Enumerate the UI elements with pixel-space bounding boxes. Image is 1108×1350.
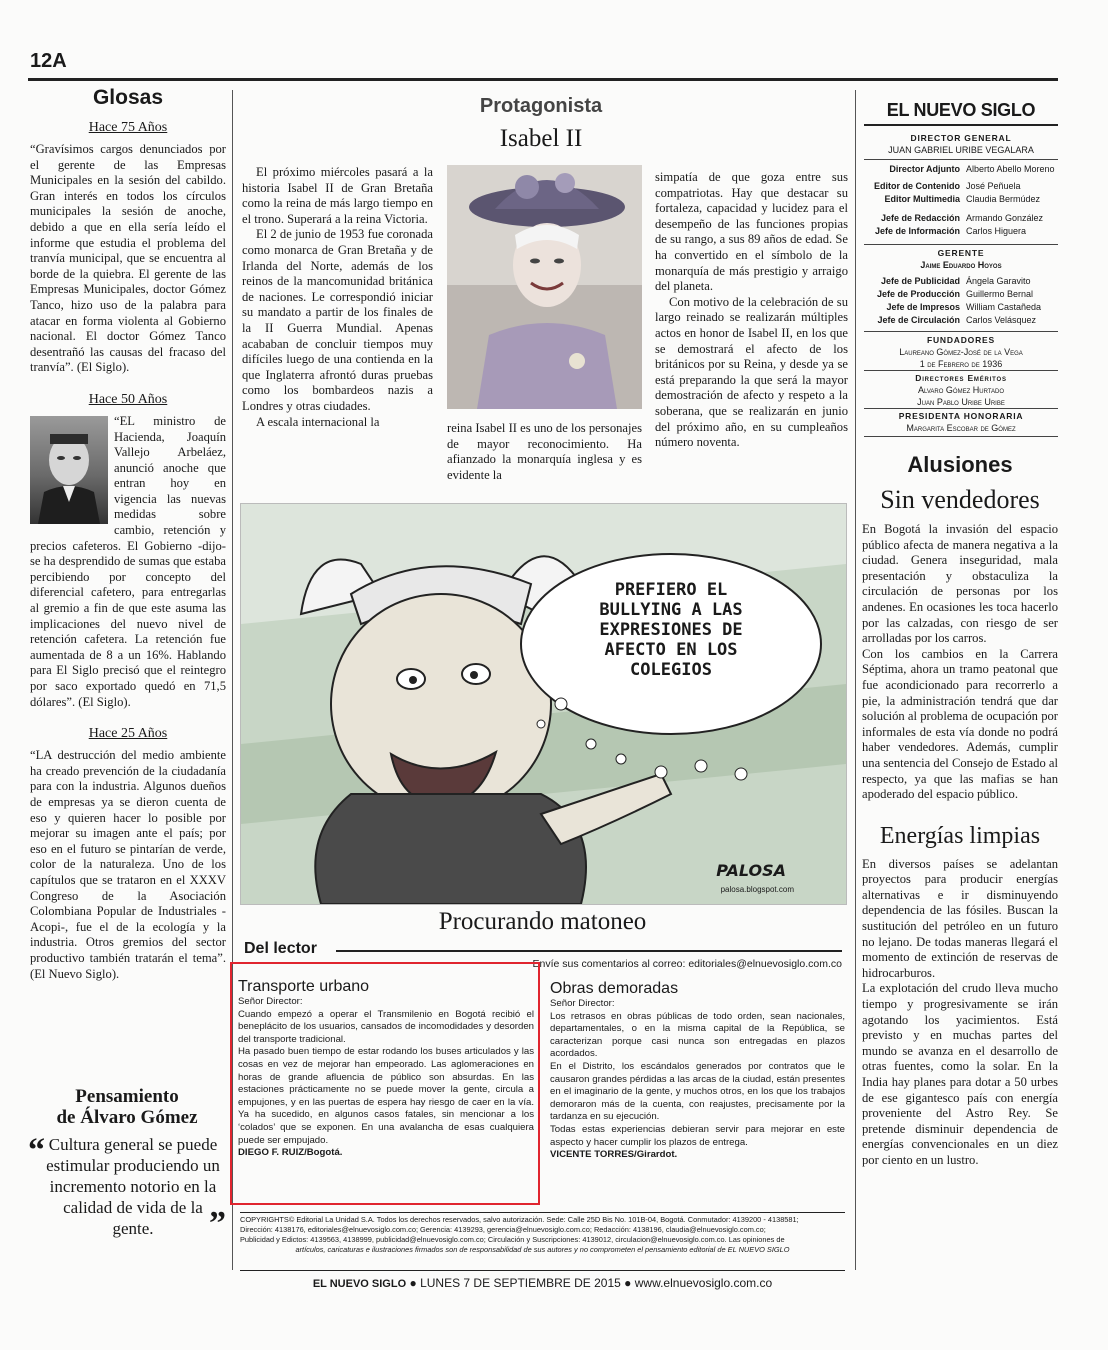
masthead-row: Editor Multimedia Claudia Bermúdez — [884, 194, 1041, 204]
protagonista-p1: El próximo miércoles pasará a la historia Isabel II de Gran Bretaña como la reina de más largo tiempo en el trono. Superará a la reina Victoria. — [242, 165, 433, 226]
protagonista-p3: A escala internacional la — [256, 414, 380, 429]
masthead-row: Editor de Contenido José Peñuela — [874, 181, 1021, 191]
letter-obras — [550, 980, 845, 1162]
masthead-row: Jefe de Impresos William Castañeda — [886, 302, 1042, 312]
cartoon-illustration — [241, 504, 846, 904]
cartoon — [240, 503, 847, 905]
letter-obras-signature: VICENTE TORRES/Girardot. — [550, 1149, 678, 1161]
copyright-rule — [240, 1212, 845, 1213]
pensamiento-box — [26, 1086, 228, 1242]
masthead-gerente-name: Jaime Eduardo Hoyos — [920, 260, 1002, 270]
copyright-line-4: artículos, caricaturas e ilustraciones firmados son de responsabilidad de sus autores y no comprometen el pensamiento editorial de EL NUEVO SIGLO — [295, 1245, 790, 1254]
cartoon-signature-url: palosa.blogspot.com — [720, 885, 794, 894]
footer-rule — [240, 1270, 845, 1271]
letter-transporte-salutation: Señor Director: — [238, 996, 303, 1007]
letter-obras-p2: En el Distrito, los escándalos generados por contratos que le causaron grandes pérdidas a las arcas de la ciudad, están presentes en el imaginario de la gente, y muchos otros, en los que los trabajos demoraron más de la cuenta, con reajustes, precisamente por la tardanza en su ejecución. — [550, 1060, 845, 1123]
letter-transporte — [238, 978, 534, 1160]
masthead-emeritos-label: Directores Eméritos — [864, 370, 1058, 384]
alusion-title-2: Energías limpias — [879, 822, 1041, 849]
glosas-column — [30, 86, 226, 982]
footer-bullet-icon: ● — [409, 1276, 417, 1290]
letter-obras-title: Obras demoradas — [550, 980, 679, 997]
masthead-director-name: JUAN GABRIEL URIBE VEGALARA — [864, 144, 1058, 160]
masthead-row: Jefe de Redacción Armando González — [880, 213, 1044, 223]
masthead-brand: EL NUEVO SIGLO — [864, 100, 1058, 126]
letter-obras-p1: Los retrasos en obras públicas de todo orden, sean nacionales, departamentales, o en la misma capital de la República, se caracterizan porque casi nunca son entregadas en plazos acordados. — [550, 1010, 845, 1060]
masthead-emeritos-1: Alvaro Gómez Hurtado — [917, 385, 1005, 395]
glosas-text-25: “LA destrucción del medio ambiente ha creado prevención de la ciudadanía para con la industria. Algunos dueños de empresas ya se dieron cuenta de eso y quieren hacer lo posible por mejorar su imagen ante el país; por eso en el futuro se pintarían de verde, color de la naturaleza. Uno de los capítulos que se trataron en el XXXV Congreso de la Asociación Colombiana Popular de Industriales -Acopi-, fue el de la ecología y la industria. Otros gremios del sector productivo también tratarán el tema”. (El Nuevo Siglo). — [30, 748, 226, 981]
alusion-title-1: Sin vendedores — [880, 485, 1040, 514]
alusiones-column — [862, 452, 1058, 1169]
close-quote-icon: ” — [209, 1205, 226, 1242]
copyright-line-1: COPYRIGHTS© Editorial La Unidad S.A. Todos los derechos reservados, salvo autorización. Sede: Calle 25D Bis No. 101B-04, Bogotá. Conmutador: 4139200 - 4138581; — [240, 1215, 799, 1224]
protagonista-col1 — [242, 165, 433, 430]
masthead-fundadores-names: Laureano Gómez-José de la Vega — [899, 347, 1023, 357]
protagonista-p2: El 2 de junio de 1953 fue coronada como monarca de Gran Bretaña y de Irlanda del Norte, además de los reinos de la mancomunidad británica de naciones. Le correspondió iniciar su mandato a partir de los finales de la II Guerra Mundial. Apenas acababan de concluir tiempos muy difíciles luego de una contienda en la que Inglaterra afrontó duras pruebas como los bombardeos nazis a Londres y otras ciudades. — [242, 227, 433, 413]
masthead-row: Jefe de Publicidad Ángela Garavito — [880, 276, 1031, 286]
open-quote-icon: “ — [28, 1132, 45, 1169]
masthead-gerente-label: GERENTE — [864, 244, 1058, 259]
alusion-text-2b: La explotación del crudo lleva mucho tiempo y progresivamente se irán agotando los yacimientos. Está previsto y en muchas partes del mundo se avanza en el desarrollo de otras fuentes, como la solar. En la India hay planes para dotar a 50 urbes de ese gigantesco país con energía proveniente del Astro Rey. Se pretende disminuir dependencia de energías convencionales en un diez por ciento en un lustro. — [862, 981, 1058, 1167]
masthead-presidenta-name: Margarita Escobar de Gómez — [864, 422, 1058, 437]
protagonista-p5: simpatía de que goza entre sus compatriotas. Hay que destacar su fortaleza, capacidad y lucidez para el desempeño de las funciones propias de su rango, a sus 89 años de edad. Se ha convertido en el símbolo de la monarquía de más prestigio y arraigo del planeta. — [655, 170, 848, 294]
masthead-row: Director Adjunto Alberto Abello Moreno — [889, 164, 1055, 174]
protagonista-p4: reina Isabel II es uno de los personajes de mayor reconocimiento. Ha afianzado la monarquía inglesa y es evidente la — [447, 421, 642, 482]
queen-photo — [447, 165, 642, 409]
page-number: 12A — [30, 50, 67, 72]
vallejo-photo — [30, 416, 108, 524]
protagonista-col3 — [655, 170, 848, 451]
alusion-text-1b: Con los cambios en la Carrera Séptima, ahora un tramo peatonal que fue acondicionado para recorrerlo a pie, la administración tendrá que dar solución al problema de ocupación por informales de esta vía donde no podrá haber vendedores. Además, cumplir una sentencia del Consejo de Estado al respecto, ya que las mafias se han apoderado del espacio público. — [862, 646, 1058, 802]
pensamiento-title-2: de Álvaro Gómez — [56, 1107, 198, 1128]
letter-transporte-signature: DIEGO F. RUIZ/Bogotá. — [238, 1147, 343, 1159]
footer-brand: EL NUEVO SIGLO — [312, 1278, 407, 1290]
masthead — [864, 100, 1058, 437]
del-lector-title: Del lector — [244, 940, 317, 957]
page-footer — [240, 1276, 845, 1290]
cartoon-signature: PALOSA — [716, 861, 786, 880]
cartoon-speech-text: PREFIERO EL BULLYING A LAS EXPRESIONES DE AFECTO EN LOS COLEGIOS — [599, 580, 743, 680]
protagonista-title: Isabel II — [499, 125, 583, 152]
letter-transporte-title: Transporte urbano — [238, 978, 370, 995]
masthead-director-label: DIRECTOR GENERAL — [910, 133, 1012, 143]
copyright-block — [240, 1215, 845, 1255]
protagonista-p6: Con motivo de la celebración de su largo reinado se realizarán múltiples actos en honor de Isabel II, en los que se demostrará el afecto de los británicos por su Reina, y desde ya se está preparando la que será la mayor demostración de afecto y respeto a la soberana, que se realizarán en junio del próximo año, en su cumpleaños número noventa. — [655, 294, 848, 450]
masthead-presidenta-label: PRESIDENTA HONORARIA — [864, 408, 1058, 422]
footer-date: LUNES 7 DE SEPTIEMBRE DE 2015 — [420, 1276, 621, 1290]
glosas-heading-25: Hace 25 Años — [88, 726, 168, 742]
top-rule — [28, 78, 1058, 81]
footer-bullet-icon: ● — [624, 1276, 632, 1290]
pensamiento-quote: Cultura general se puede estimular produciendo un incremento notorio en la calidad de vida de la gente. — [46, 1135, 220, 1238]
portrait-illustration — [30, 416, 108, 524]
masthead-row: Jefe de Producción Guillermo Bernal — [876, 289, 1034, 299]
letter-transporte-p1: Cuando empezó a operar el Transmilenio en Bogotá recibió el beneplácito de los usuarios, cansados de incomodidades y desorden del transporte tradicional. — [238, 1008, 534, 1045]
del-lector-envio: Envíe sus comentarios al correo: editoriales@elnuevosiglo.com.co — [532, 958, 842, 970]
glosas-text-75: “Gravísimos cargos denunciados por el gerente de las Empresas Municipales en la sesión del cabildo. Gran interés en todos los círculos municipales la sesión de anoche, debido a que en ella sería leído el informe que estudia el problema del tranvía municipal, que se encuentra al borde de la quiebra. El gerente de las Empresas Municipales, doctor Gómez Tanco, hizo uso de la palabra para atacar en forma violenta al Gobierno nacional. El doctor Gómez Tanco desentrañó las causas del fracaso del tranvía”. (El Siglo). — [30, 142, 226, 375]
protagonista-kicker: Protagonista — [479, 95, 603, 117]
letter-obras-salutation: Señor Director: — [550, 998, 615, 1009]
del-lector-rule — [336, 950, 842, 952]
alusion-text-2a: En diversos países se adelantan proyectos para producir energías alternativas e ir disminuyendo dependencia de las fósiles. Buscan la sustitución del petróleo en un futuro no lejano. De todas maneras llegará el momento de extinción de reservas de hidrocarburos. — [862, 856, 1058, 980]
protagonista-col2 — [447, 421, 642, 483]
masthead-fundadores-date: 1 de Febrero de 1936 — [919, 359, 1003, 369]
glosas-title: Glosas — [92, 86, 164, 109]
masthead-row: Jefe de Circulación Carlos Velásquez — [877, 315, 1037, 325]
footer-url: www.elnuevosiglo.com.co — [634, 1276, 773, 1290]
glosas-heading-75: Hace 75 Años — [88, 120, 168, 135]
masthead-fundadores-label: FUNDADORES — [864, 331, 1058, 346]
alusion-text-1a: En Bogotá la invasión del espacio público afecta de manera negativa a la ciudad. Genera inseguridad, mala presentación y obstaculiza la circulación de personas por los andenes. En ocasiones les toca hacerlo por las calzadas, con riesgo de ser arrolladas por los carros. — [862, 522, 1058, 646]
alusiones-title: Alusiones — [907, 452, 1013, 477]
copyright-line-2: Dirección: 4138176, editoriales@elnuevosiglo.com.co; Gerencia: 4139293, gerencia@elnuevosiglo.com.co; Redacción: 4138196, claudia@elnuevosiglo.com.co; — [240, 1225, 766, 1234]
cartoon-caption: Procurando matoneo — [438, 908, 647, 935]
letter-obras-p3: Todas estas experiencias debieran servir para mejorar en este aspecto y hacer cumplir los plazos de entrega. — [550, 1123, 845, 1148]
queen-illustration — [447, 165, 642, 409]
glosas-heading-50: Hace 50 Años — [88, 391, 168, 407]
pensamiento-title-1: Pensamiento — [75, 1086, 179, 1107]
masthead-emeritos-2: Juan Pablo Uribe Uribe — [917, 397, 1005, 407]
letter-transporte-p2: Ha pasado buen tiempo de estar rodando los buses articulados y las cosas en vez de mejorar han empeorado. Las aglomeraciones en horas de grande afluencia de público son absurdas. En las estaciones prácticamente no se puede mover la gente, circula a empujones, y en las puertas de espera hay riesgo de caer en la vía. Ya ha sucedido, en algunos casos fatales, sin mencionar a los ‘colados’ que se exponen. En una avalancha de esas cualquiera puede ser empujado. — [238, 1046, 534, 1146]
masthead-row: Jefe de Información Carlos Higuera — [874, 226, 1027, 236]
glosas-text-50: “EL ministro de Hacienda, Joaquín Vallejo Arbeláez, anunció anoche que entran hoy en vigencia las nuevas medidas sobre cambio, retención y precios cafeteros. El Gobierno -dijo- se ha desprendido de sumas que estaba percibiendo por concepto del diferencial cafetero, para entregarlas al gremio a fin de que este asuma las implicaciones del nuevo nivel de retención cafetera. La retención fue aumentada de 8 a un 16%. Hablando para El Siglo precisó que el reintegro por saco exportado quedó en 71,5 dólares”. (El Siglo). — [30, 413, 226, 709]
divider-right — [855, 90, 856, 1270]
copyright-line-3: Publicidad y Edictos: 4139563, 4138999, publicidad@elnuevosiglo.com.co; Circulación y Suscripciones: 4139012, circulacion@elnuevosiglo.com.co. Las opiniones de — [240, 1235, 785, 1244]
